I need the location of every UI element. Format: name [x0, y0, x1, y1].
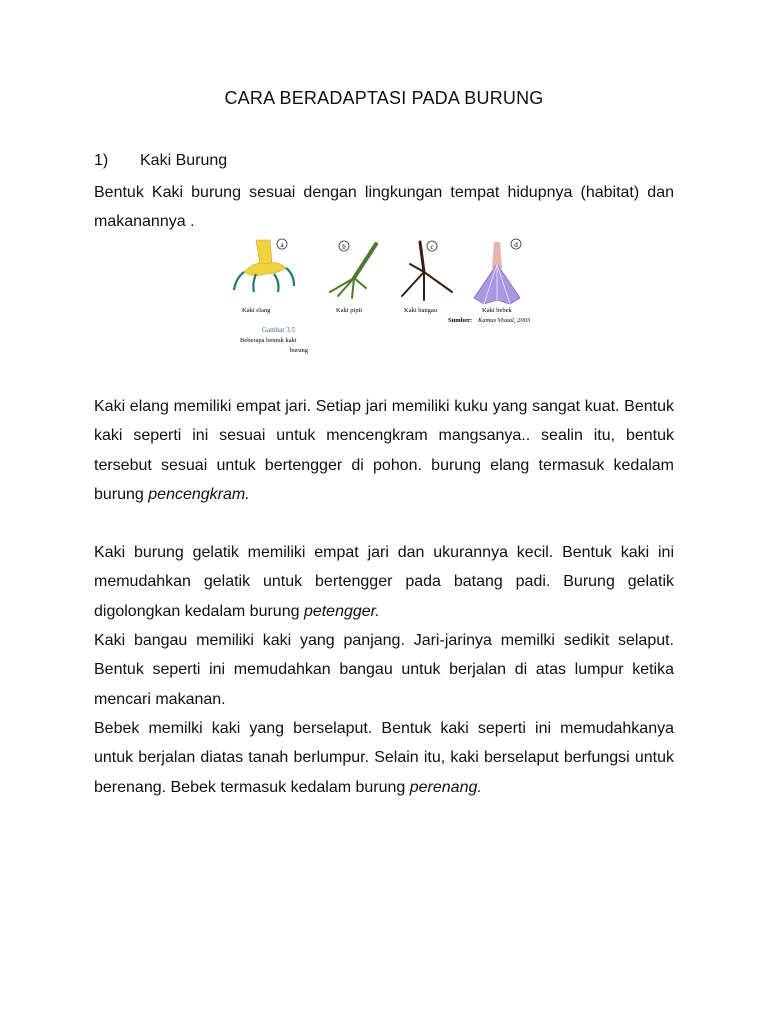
marker-letter-c: c — [430, 243, 434, 251]
label-kaki-elang: Kaki elang — [242, 307, 271, 314]
sparrow-foot-image — [330, 241, 376, 298]
figure-source-text: Kamus Visual, 2003 — [478, 317, 531, 324]
section-heading — [94, 152, 227, 170]
label-kaki-bangau: Kaki bangau — [404, 307, 438, 314]
figure-caption-line1: Beberapa bentuk kaki — [240, 337, 297, 344]
term-pencengkram: pencengkram. — [148, 485, 250, 503]
term-perenang: perenang. — [409, 778, 482, 796]
paragraph-sparrow — [94, 538, 674, 626]
marker-letter-d: d — [514, 241, 518, 249]
figure-source-label: Sumber: — [448, 317, 473, 324]
eagle-foot-image — [234, 239, 294, 292]
duck-foot-image — [474, 239, 521, 304]
paragraph-duck-text: Bebek memilki kaki yang berselaput. Bentuk kaki seperti ini memudahkanya untuk berjalan diatas tanah berlumpur. Selain itu, kaki berselaput berfungsi untuk berenang. Bebek termasuk kedalam burung — [94, 720, 674, 796]
marker-letter-a: a — [280, 241, 284, 249]
section-number: 1) — [94, 152, 109, 169]
page-title: CARA BERADAPTASI PADA BURUNG — [224, 88, 544, 108]
marker-letter-b: b — [342, 243, 346, 251]
paragraph-sparrow-text: Kaki burung gelatik memiliki empat jari dan ukurannya kecil. Bentuk kaki ini memudahkan gelatik untuk bertengger pada batang padi. Burung gelatik digolongkan kedalam burung — [94, 544, 674, 620]
label-kaki-pipit: Kaki pipit — [336, 307, 363, 314]
paragraph-heron: Kaki bangau memiliki kaki yang panjang. Jari-jarinya memilki sedikit selaput. Bentuk seperti ini memudahkan bangau untuk berjalan di atas lumpur ketika mencari makanan. — [94, 632, 674, 708]
term-petengger: petengger. — [303, 602, 380, 620]
intro-paragraph: Bentuk Kaki burung sesuai dengan lingkungan tempat hidupnya (habitat) dan makanannya . — [94, 184, 674, 231]
section-heading-text: Kaki Burung — [140, 152, 228, 169]
paragraph-eagle — [94, 392, 674, 509]
figure-caption-title: Gambar 3.5 — [262, 326, 296, 334]
heron-foot-image — [402, 241, 452, 300]
paragraph-duck — [94, 714, 674, 802]
bird-feet-figure — [226, 234, 548, 362]
figure-caption-line2: burung — [289, 347, 308, 354]
label-kaki-bebek: Kaki bebek — [482, 307, 512, 314]
paragraph-eagle-text: Kaki elang memiliki empat jari. Setiap jari memiliki kuku yang sangat kuat. Bentuk kaki seperti ini sesuai untuk mencengkram mangsanya.. sealin itu, bentuk tersebut sesuai untuk bertengger di pohon. burung elang termasuk kedalam burung — [94, 398, 674, 503]
